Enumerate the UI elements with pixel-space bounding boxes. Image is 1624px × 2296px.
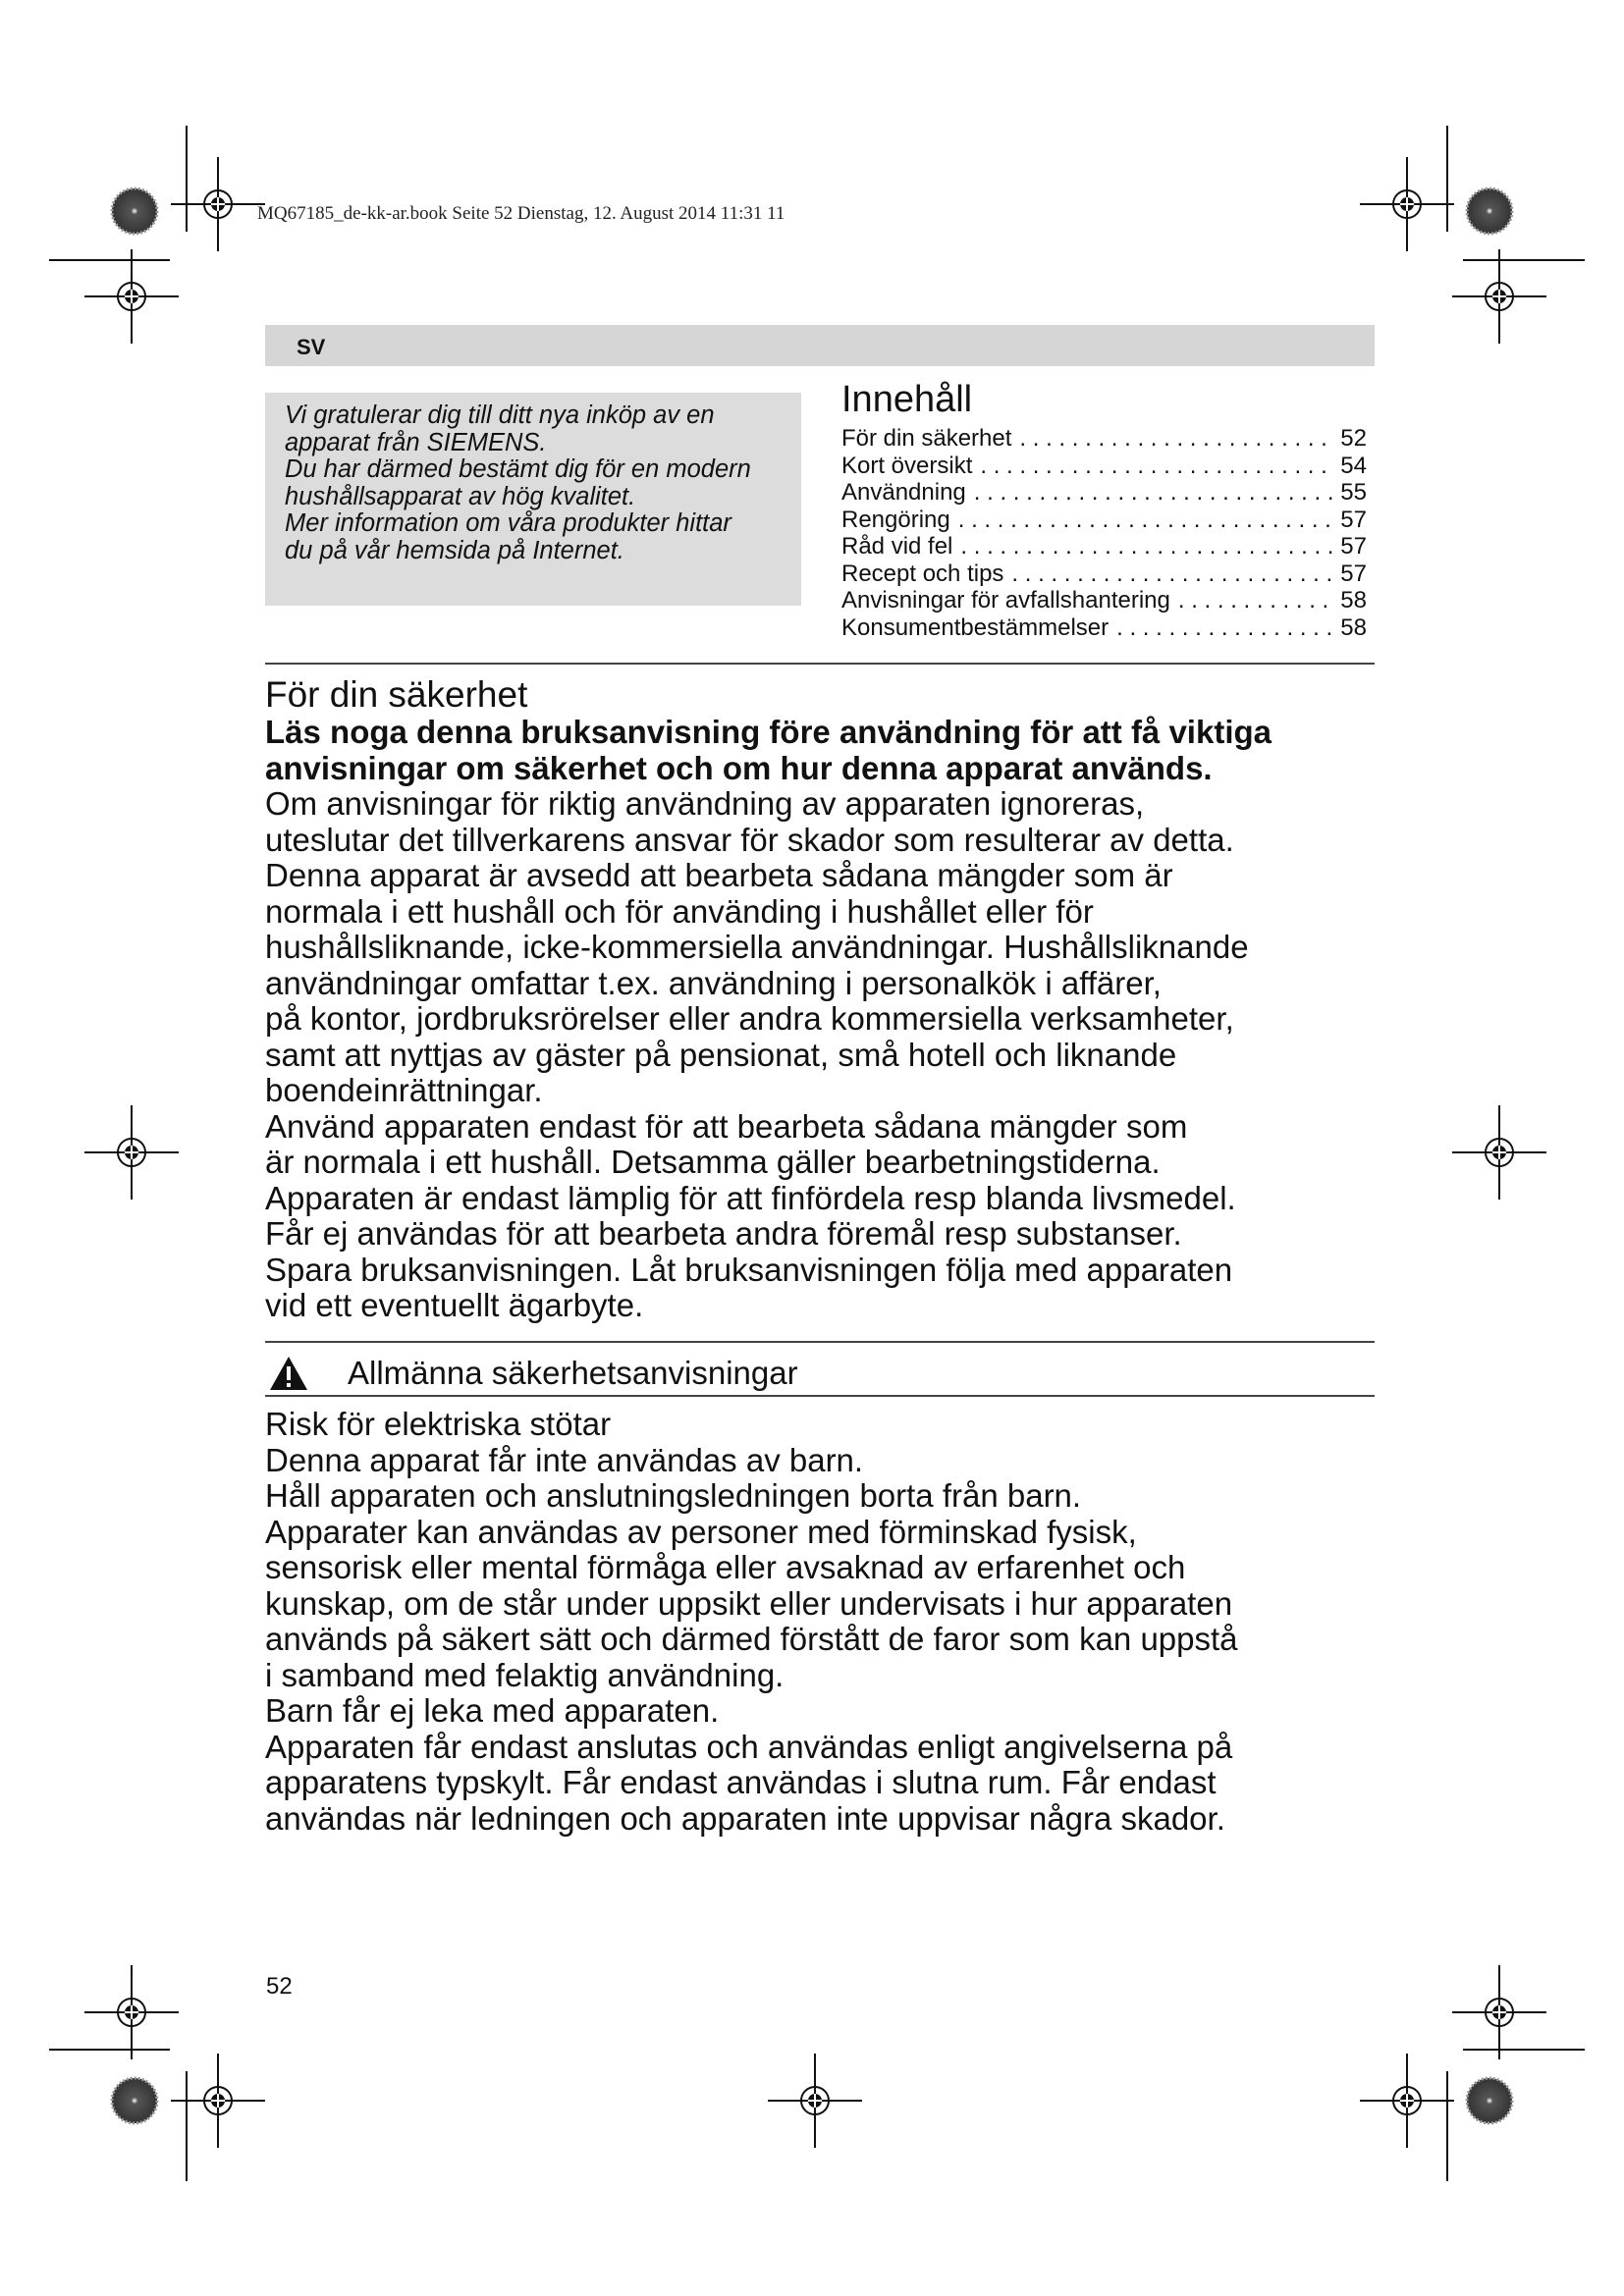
toc-entry-page: 58	[1340, 614, 1367, 641]
general-body-line: Apparaten får endast anslutas och användas enligt angivelserna på	[265, 1728, 1233, 1765]
toc-entry-title: Rengöring	[841, 506, 950, 533]
general-heading-row	[265, 1355, 1380, 1392]
general-body-line: apparatens typskylt. Får endast användas i slutna rum. Får endast	[265, 1764, 1217, 1800]
safety-body-line: vid ett eventuellt ägarbyte.	[265, 1287, 644, 1323]
toc-entry-title: För din säkerhet	[841, 425, 1012, 452]
safety-body-line: är normala i ett hushåll. Detsamma gäller bearbetningstiderna.	[265, 1144, 1161, 1180]
intro-box	[265, 393, 801, 606]
safety-body-line: Denna apparat är avsedd att bearbeta sådana mängder som är	[265, 857, 1173, 893]
intro-line: Mer information om våra produkter hittar	[285, 509, 731, 537]
toc-entry[interactable]	[841, 587, 1367, 614]
safety-body-line: normala i ett hushåll och för använding i hushållet eller för	[265, 892, 1094, 930]
toc-entry-page: 57	[1340, 560, 1367, 587]
language-bar	[265, 325, 1375, 366]
intro-line: apparat från SIEMENS.	[285, 428, 547, 456]
table-of-contents	[841, 378, 1367, 641]
section-divider	[265, 1341, 1375, 1343]
toc-entry-title: Recept och tips	[841, 560, 1004, 587]
safety-body-line: Får ej användas för att bearbeta andra föremål resp substanser.	[265, 1215, 1182, 1252]
intro-line: hushållsapparat av hög kvalitet.	[285, 482, 636, 510]
toc-entry-title: Användning	[841, 479, 966, 506]
general-body-line: Håll apparaten och anslutningsledningen borta från barn.	[265, 1477, 1082, 1514]
toc-entry[interactable]	[841, 479, 1367, 507]
warning-triangle-icon	[269, 1356, 308, 1391]
general-section	[265, 1407, 1380, 1837]
safety-body-line: samt att nyttjas av gäster på pensionat, små hotell och liknande	[265, 1036, 1177, 1073]
general-heading: Allmänna säkerhetsanvisningar	[348, 1355, 798, 1391]
general-body-line: Barn får ej leka med apparaten.	[265, 1692, 720, 1729]
general-subheading: Risk för elektriska stötar	[265, 1406, 612, 1442]
toc-entry[interactable]	[841, 533, 1367, 561]
toc-entry-page: 58	[1340, 587, 1367, 614]
toc-entry-title: Kort översikt	[841, 452, 973, 479]
toc-entry-page: 54	[1340, 452, 1367, 479]
page-number: 52	[266, 1973, 293, 2000]
safety-body-line: Spara bruksanvisningen. Låt bruksanvisningen följa med apparaten	[265, 1251, 1233, 1288]
toc-entry-title: Råd vid fel	[841, 533, 953, 560]
general-body-line: används på säkert sätt och därmed förstått de faror som kan uppstå	[265, 1621, 1238, 1657]
safety-body-line: Använd apparaten endast för att bearbeta sådana mängder som	[265, 1107, 1188, 1145]
section-divider	[265, 1395, 1375, 1397]
toc-entry[interactable]	[841, 507, 1367, 534]
general-body-line: i samband med felaktig användning.	[265, 1656, 785, 1693]
intro-line: du på vår hemsida på Internet.	[285, 536, 624, 564]
safety-body-line: boendeinrättningar.	[265, 1072, 543, 1108]
print-slug: MQ67185_de-kk-ar.book Seite 52 Dienstag, 12. August 2014 11:31 11	[257, 203, 785, 224]
toc-entry-page: 52	[1340, 425, 1367, 452]
toc-entry-title: Anvisningar för avfallshantering	[841, 587, 1170, 614]
toc-entry-page: 55	[1340, 479, 1367, 506]
section-divider	[265, 663, 1375, 665]
safety-intro-line: anvisningar om säkerhet och om hur denna apparat används.	[265, 749, 1213, 786]
safety-body-line: användningar omfattar t.ex. användning i personalkök i affärer,	[265, 964, 1162, 1001]
toc-entry-title: Konsumentbestämmelser	[841, 614, 1110, 641]
general-body-line: kunskap, om de står under uppsikt eller undervisats i hur apparaten	[265, 1584, 1233, 1622]
safety-body-line: Apparaten är endast lämplig för att finfördela resp blanda livsmedel.	[265, 1179, 1236, 1216]
safety-body-line: uteslutar det tillverkarens ansvar för skador som resulterar av detta.	[265, 821, 1234, 858]
intro-line: Du har därmed bestämt dig för en modern	[285, 455, 751, 483]
general-body-line: sensorisk eller mental förmåga eller avsaknad av erfarenhet och	[265, 1549, 1186, 1585]
safety-intro-line: Läs noga denna bruksanvisning före användning för att få viktiga	[265, 714, 1272, 750]
toc-entry-page: 57	[1340, 506, 1367, 533]
toc-entry[interactable]	[841, 614, 1367, 642]
toc-entry[interactable]	[841, 561, 1367, 588]
language-tag: SV	[297, 335, 326, 359]
toc-entry[interactable]	[841, 453, 1367, 480]
intro-line: Vi gratulerar dig till ditt nya inköp av en	[285, 401, 715, 429]
toc-entry-page: 57	[1340, 533, 1367, 560]
safety-body-line: hushållsliknande, icke-kommersiella användningar. Hushållsliknande	[265, 929, 1249, 965]
toc-entry[interactable]	[841, 425, 1367, 453]
safety-body-line: på kontor, jordbruksrörelser eller andra kommersiella verksamheter,	[265, 1000, 1234, 1037]
safety-heading: För din säkerhet	[265, 674, 528, 715]
general-body-line: Denna apparat får inte användas av barn.	[265, 1441, 864, 1478]
toc-title: Innehåll	[841, 379, 973, 420]
general-body-line: Apparater kan användas av personer med förminskad fysisk,	[265, 1513, 1137, 1550]
safety-body-line: Om anvisningar för riktig användning av apparaten ignoreras,	[265, 785, 1145, 822]
general-body-line: användas när ledningen och apparaten inte uppvisar några skador.	[265, 1799, 1225, 1837]
safety-section	[265, 675, 1380, 1324]
